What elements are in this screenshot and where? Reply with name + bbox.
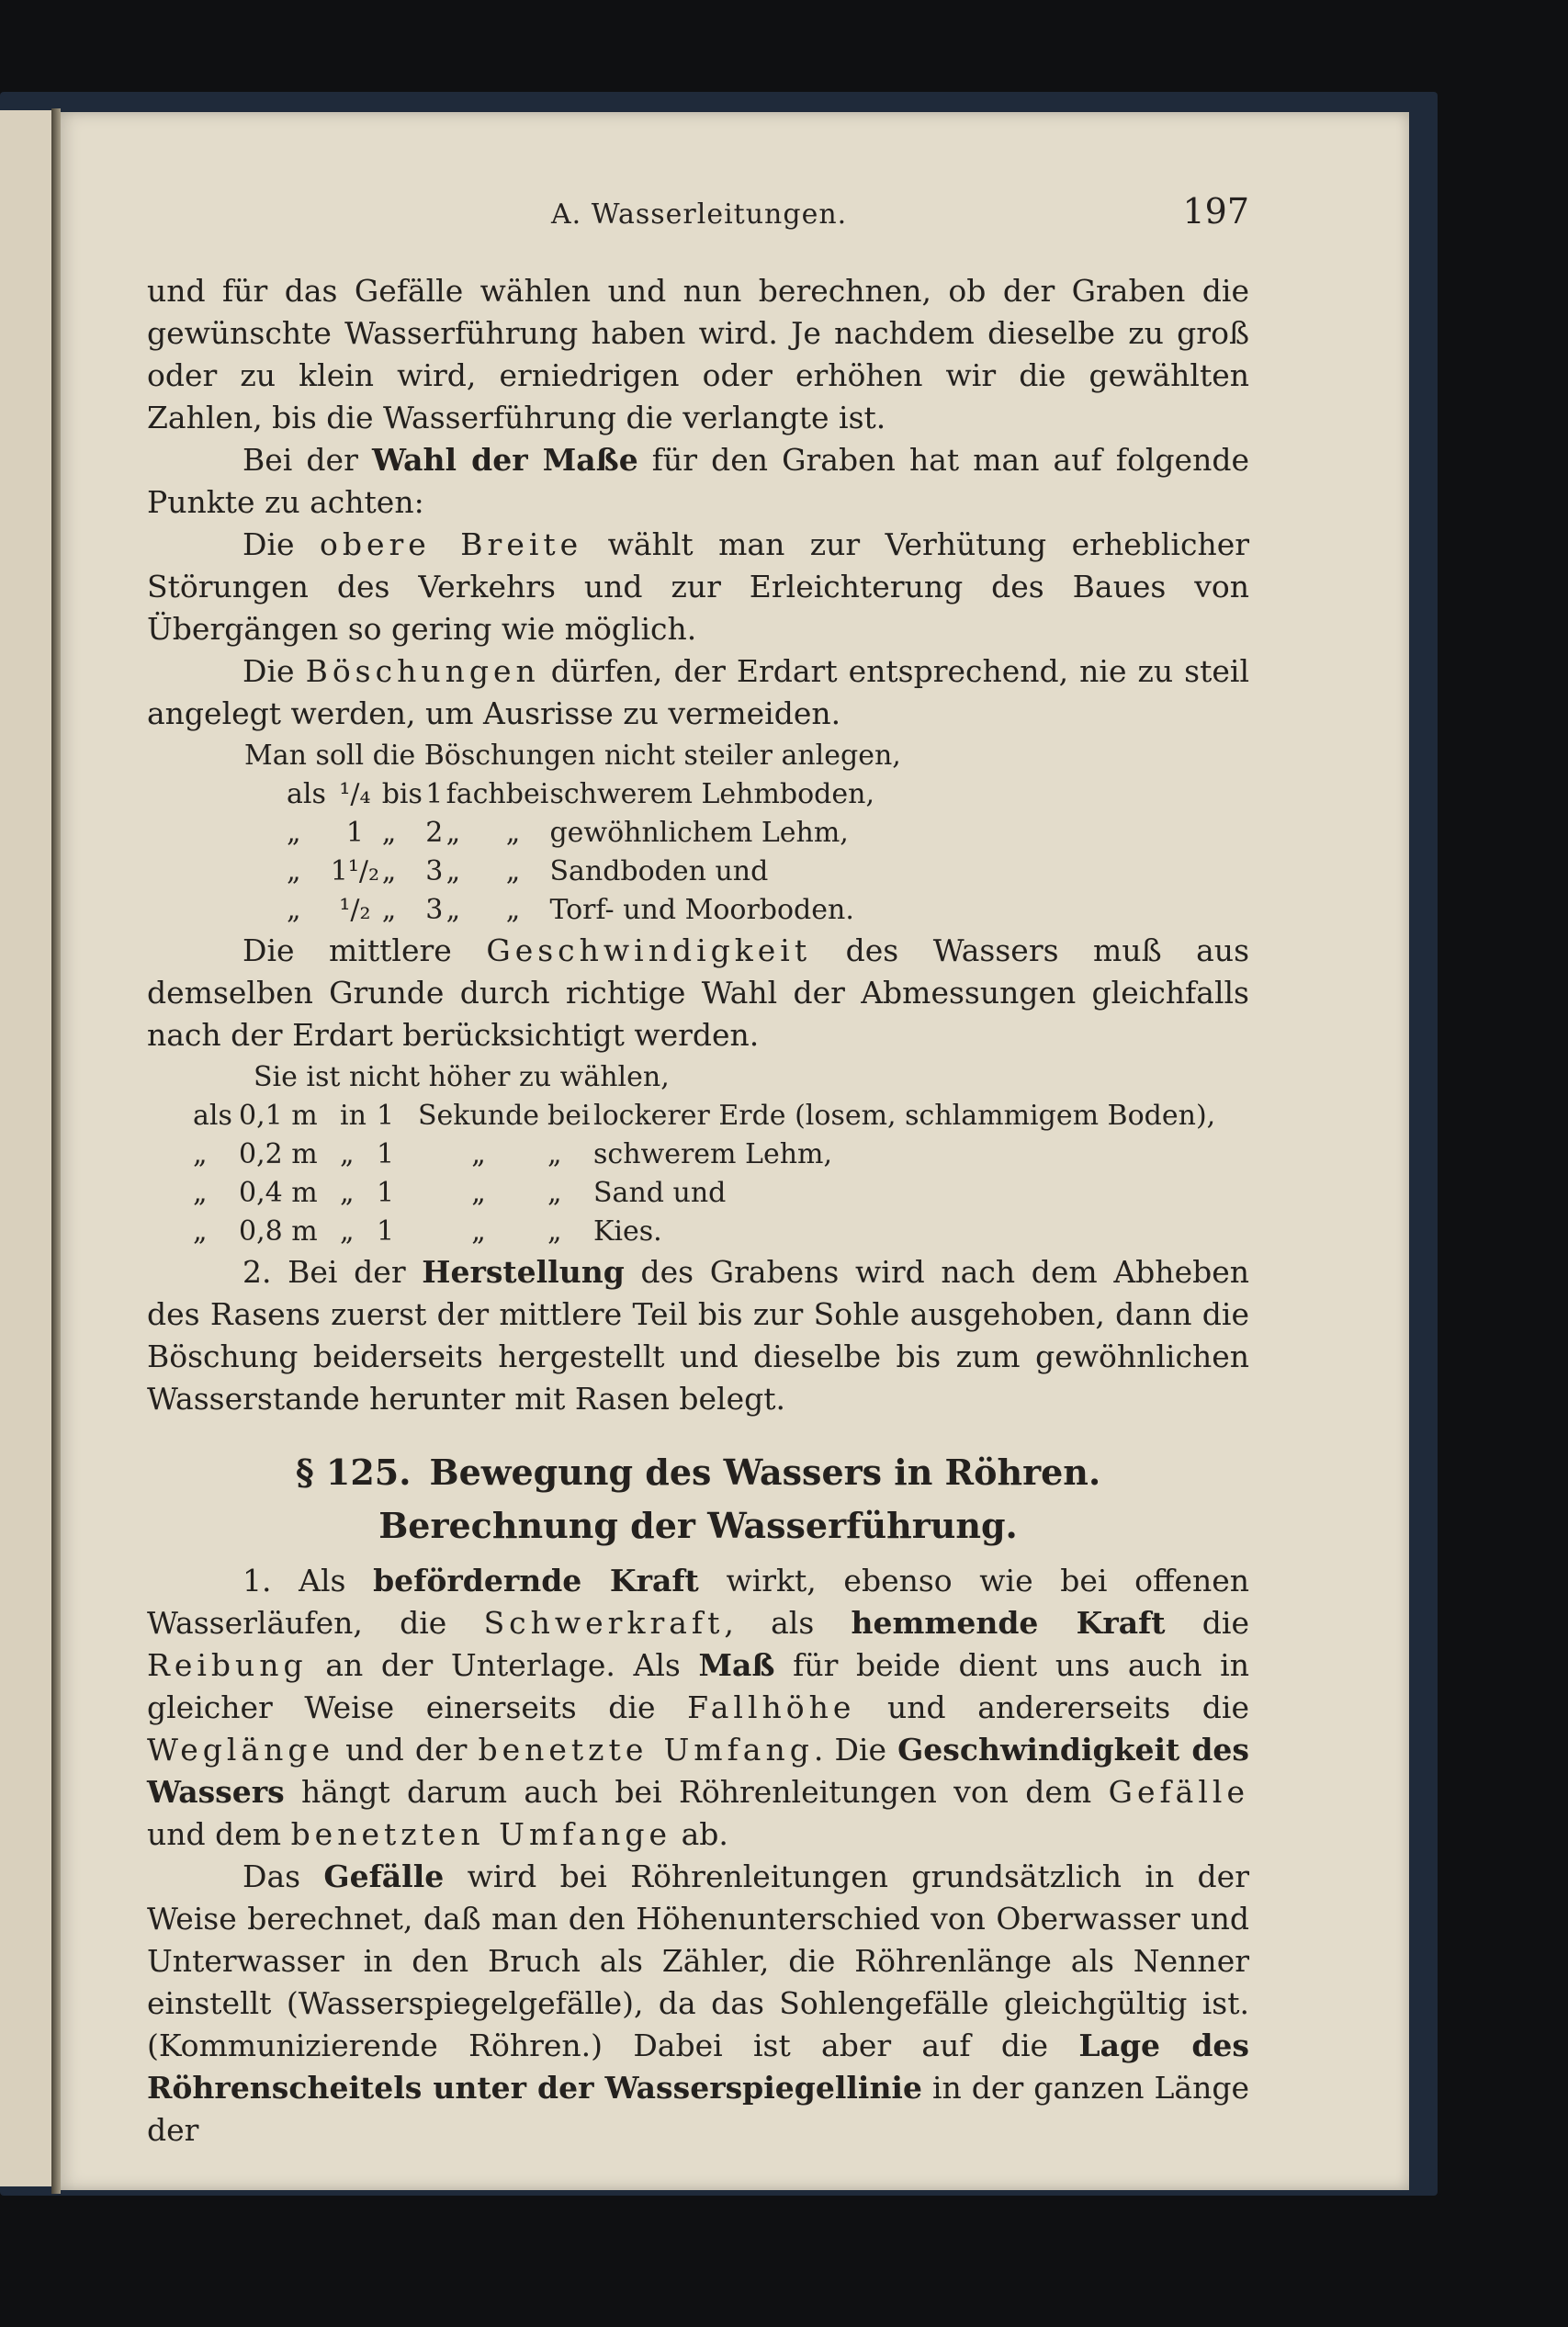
table-cell: „ <box>446 894 461 926</box>
section-number: § 125. <box>295 1452 412 1493</box>
table-cell: „ <box>193 1215 208 1248</box>
table-cell: „ <box>287 817 301 849</box>
slope-table <box>287 775 874 930</box>
spaced-term: benetzte Umfang <box>478 1732 814 1768</box>
table-cell: Sandboden und <box>549 855 769 887</box>
table-cell: schwerem Lehmboden, <box>549 778 874 810</box>
table-cell: 1 <box>377 1138 395 1170</box>
text-run: die <box>1165 1605 1249 1641</box>
table-cell: „ <box>471 1138 486 1170</box>
speed-table <box>193 1097 1249 1251</box>
table-cell: „ <box>381 817 397 849</box>
spaced-term: Geschwindigkeit <box>486 932 812 968</box>
table-cell: 0,8 m <box>239 1215 318 1248</box>
section-heading <box>147 1446 1249 1553</box>
table-cell: 0,4 m <box>239 1177 318 1209</box>
spaced-term: Weglänge <box>147 1732 335 1768</box>
previous-page-edge <box>0 110 55 2186</box>
table-cell: „ <box>340 1177 355 1209</box>
body-text <box>147 270 1249 2152</box>
table-cell: „ <box>505 894 521 926</box>
text-run: in der ganzen Länge der <box>147 2070 1249 2148</box>
table-cell: „ <box>547 1177 562 1209</box>
paragraph-continued: und für das Gefälle wählen und nun berechnen, ob der Graben die gewünschte Wasserführung haben wird. Je nachdem dieselbe zu groß oder zu klein wird, erniedrigen oder erhöhen wir die gewählten Zahlen, bis die Wasserführung die verlangte ist. <box>147 273 1249 435</box>
text-run: des Grabens wird nach dem Abheben des Rasens zuerst der mittlere Teil bis zur Sohle ausgehoben, dann die Böschung beiderseits hergestellt und dieselbe bis zum gewöhnlichen Wasserstande herunter mit Rasen belegt. <box>147 1254 1249 1417</box>
table-cell: 1 <box>377 1100 395 1132</box>
table-cell: 0,2 m <box>239 1138 318 1170</box>
text-run: für beide dient uns auch in gleicher Weise einerseits die <box>147 1647 1249 1725</box>
table-cell: fach <box>446 778 506 810</box>
spaced-term: Böschungen <box>305 653 540 689</box>
text-run: Das <box>243 1858 324 1894</box>
text-run: wählt man zur Verhütung erheblicher Störungen des Verkehrs und zur Erleichterung des Baues von Übergängen so gering wie möglich. <box>147 526 1249 647</box>
paragraph-geschwindigkeit <box>147 930 1249 1056</box>
table-row <box>193 1135 1249 1174</box>
paragraph-gefaelle <box>147 1856 1249 2152</box>
table-cell: 1 <box>377 1215 395 1248</box>
paragraph-boeschungen <box>147 650 1249 735</box>
table-cell: „ <box>381 894 397 926</box>
table-cell: ¹/₄ <box>339 778 371 810</box>
table-cell: „ <box>340 1215 355 1248</box>
spaced-term: benetzten Umfange <box>290 1816 672 1852</box>
page-number: 197 <box>1182 191 1249 232</box>
text-run: 2. Bei der <box>243 1254 423 1290</box>
table-cell: 1¹/₂ <box>330 855 380 887</box>
table-row <box>193 1174 1249 1213</box>
section-title-line-1: Bewegung des Wassers in Röhren. <box>429 1452 1101 1493</box>
text-run: hängt darum auch bei Röhrenleitungen von dem <box>284 1774 1109 1810</box>
table-cell: Sekunde <box>417 1100 540 1132</box>
table-cell: schwerem Lehm, <box>593 1138 833 1170</box>
bold-term: Geschwindigkeit des Wassers <box>147 1732 1249 1810</box>
text-run: 1. Als <box>243 1563 374 1598</box>
text-run: für den Graben hat man auf folgende Punkte zu achten: <box>147 442 1249 520</box>
table-cell: „ <box>287 855 301 887</box>
table-cell: 2 <box>425 817 444 849</box>
table-row <box>287 891 874 930</box>
bold-term: Gefälle <box>323 1858 445 1894</box>
book-gutter <box>51 108 61 2194</box>
table-row <box>287 853 874 891</box>
table-cell: Torf- und Moorboden. <box>549 894 854 926</box>
table-cell: 3 <box>425 894 444 926</box>
table-cell: ¹/₂ <box>339 894 371 926</box>
section-heading-line-1 <box>147 1446 1249 1499</box>
table-cell: „ <box>381 855 397 887</box>
paragraph-herstellung <box>147 1251 1249 1420</box>
table-cell: Sand und <box>593 1177 727 1209</box>
table-cell: „ <box>547 1138 562 1170</box>
spaced-term: obere Breite <box>320 526 583 562</box>
bold-term: hemmende Kraft <box>851 1605 1166 1641</box>
bold-term: Wahl der Maße <box>371 442 638 478</box>
page-header <box>147 191 1249 246</box>
speed-list <box>147 1058 1249 1251</box>
text-run: wirkt, ebenso wie bei offenen Wasserläufen, die <box>147 1563 1249 1641</box>
table-cell: 1 <box>345 817 364 849</box>
spaced-term: Gefälle <box>1108 1774 1249 1810</box>
bold-term: befördernde Kraft <box>373 1563 699 1598</box>
text-run: und der <box>334 1732 479 1768</box>
text-run: und dem <box>147 1816 291 1852</box>
section-title-line-2: Berechnung der Wasserführung. <box>378 1505 1018 1546</box>
table-row <box>193 1097 1249 1135</box>
table-cell: „ <box>471 1177 486 1209</box>
table-cell: bei <box>505 778 549 810</box>
running-head: A. Wasserleitungen. <box>551 198 848 231</box>
table-cell: bei <box>547 1100 591 1132</box>
spaced-term: Fallhöhe <box>687 1689 856 1725</box>
text-run: . Die <box>813 1732 898 1768</box>
table-cell: Kies. <box>593 1215 662 1248</box>
table-cell: 3 <box>425 855 444 887</box>
text-run: ab. <box>671 1816 728 1852</box>
text-run: Die mittlere <box>243 932 487 968</box>
table-row <box>287 775 874 814</box>
table-cell: „ <box>471 1215 486 1248</box>
table-cell: „ <box>446 855 461 887</box>
table-cell: „ <box>340 1138 355 1170</box>
table-cell: „ <box>505 817 521 849</box>
paragraph-wahl <box>147 439 1249 524</box>
table-cell: „ <box>446 817 461 849</box>
speed-intro: Sie ist nicht höher zu wählen, <box>254 1061 670 1093</box>
text-run: dürfen, der Erdart entsprechend, nie zu steil angelegt werden, um Ausrisse zu vermeiden. <box>147 653 1250 731</box>
table-cell: „ <box>287 894 301 926</box>
text-run: Die <box>243 526 321 562</box>
paragraph-kraft <box>147 1560 1249 1856</box>
table-cell: in <box>340 1100 367 1132</box>
table-cell: bis <box>381 778 423 810</box>
bold-term: Maß <box>698 1647 775 1683</box>
table-cell: lockerer Erde (losem, schlammigem Boden), <box>593 1100 1216 1132</box>
text-run: und andererseits die <box>855 1689 1249 1725</box>
table-cell: als <box>193 1100 232 1132</box>
bold-term: Lage des Röhrenscheitels unter der Wasserspiegellinie <box>147 2028 1249 2106</box>
table-cell: „ <box>193 1138 208 1170</box>
table-cell: 1 <box>377 1177 395 1209</box>
table-cell: „ <box>193 1177 208 1209</box>
text-run: Bei der <box>243 442 372 478</box>
text-run: des Wassers muß aus demselben Grunde durch richtige Wahl der Abmessungen gleichfalls nach der Erdart berücksichtigt werden. <box>147 932 1249 1053</box>
table-cell: 1 <box>425 778 444 810</box>
paragraph-obere-breite <box>147 524 1249 650</box>
spaced-term: Reibung <box>147 1647 308 1683</box>
text-run: wird bei Röhrenleitungen grundsätzlich in der Weise berechnet, daß man den Höhenunterschied von Oberwasser und Unterwasser in den Bruch als Zähler, die Röhrenlänge als Nenner einstellt (Wasserspiegelgefälle), da das Sohlengefälle gleichgültig ist. (Kommunizierende Röhren.) Dabei ist aber auf die <box>147 1858 1249 2063</box>
slope-list <box>147 737 1249 930</box>
table-row <box>287 814 874 853</box>
table-cell: gewöhnlichem Lehm, <box>549 817 849 849</box>
table-row <box>193 1213 1249 1251</box>
table-cell: 0,1 m <box>239 1100 318 1132</box>
text-run: an der Unterlage. Als <box>307 1647 699 1683</box>
table-cell: „ <box>505 855 521 887</box>
text-run: Die <box>243 653 306 689</box>
slope-intro: Man soll die Böschungen nicht steiler anlegen, <box>244 740 901 772</box>
text-run: , als <box>724 1605 852 1641</box>
bold-term: Herstellung <box>422 1254 625 1290</box>
spaced-term: Schwerkraft <box>483 1605 725 1641</box>
table-cell: als <box>287 778 326 810</box>
table-cell: „ <box>547 1215 562 1248</box>
